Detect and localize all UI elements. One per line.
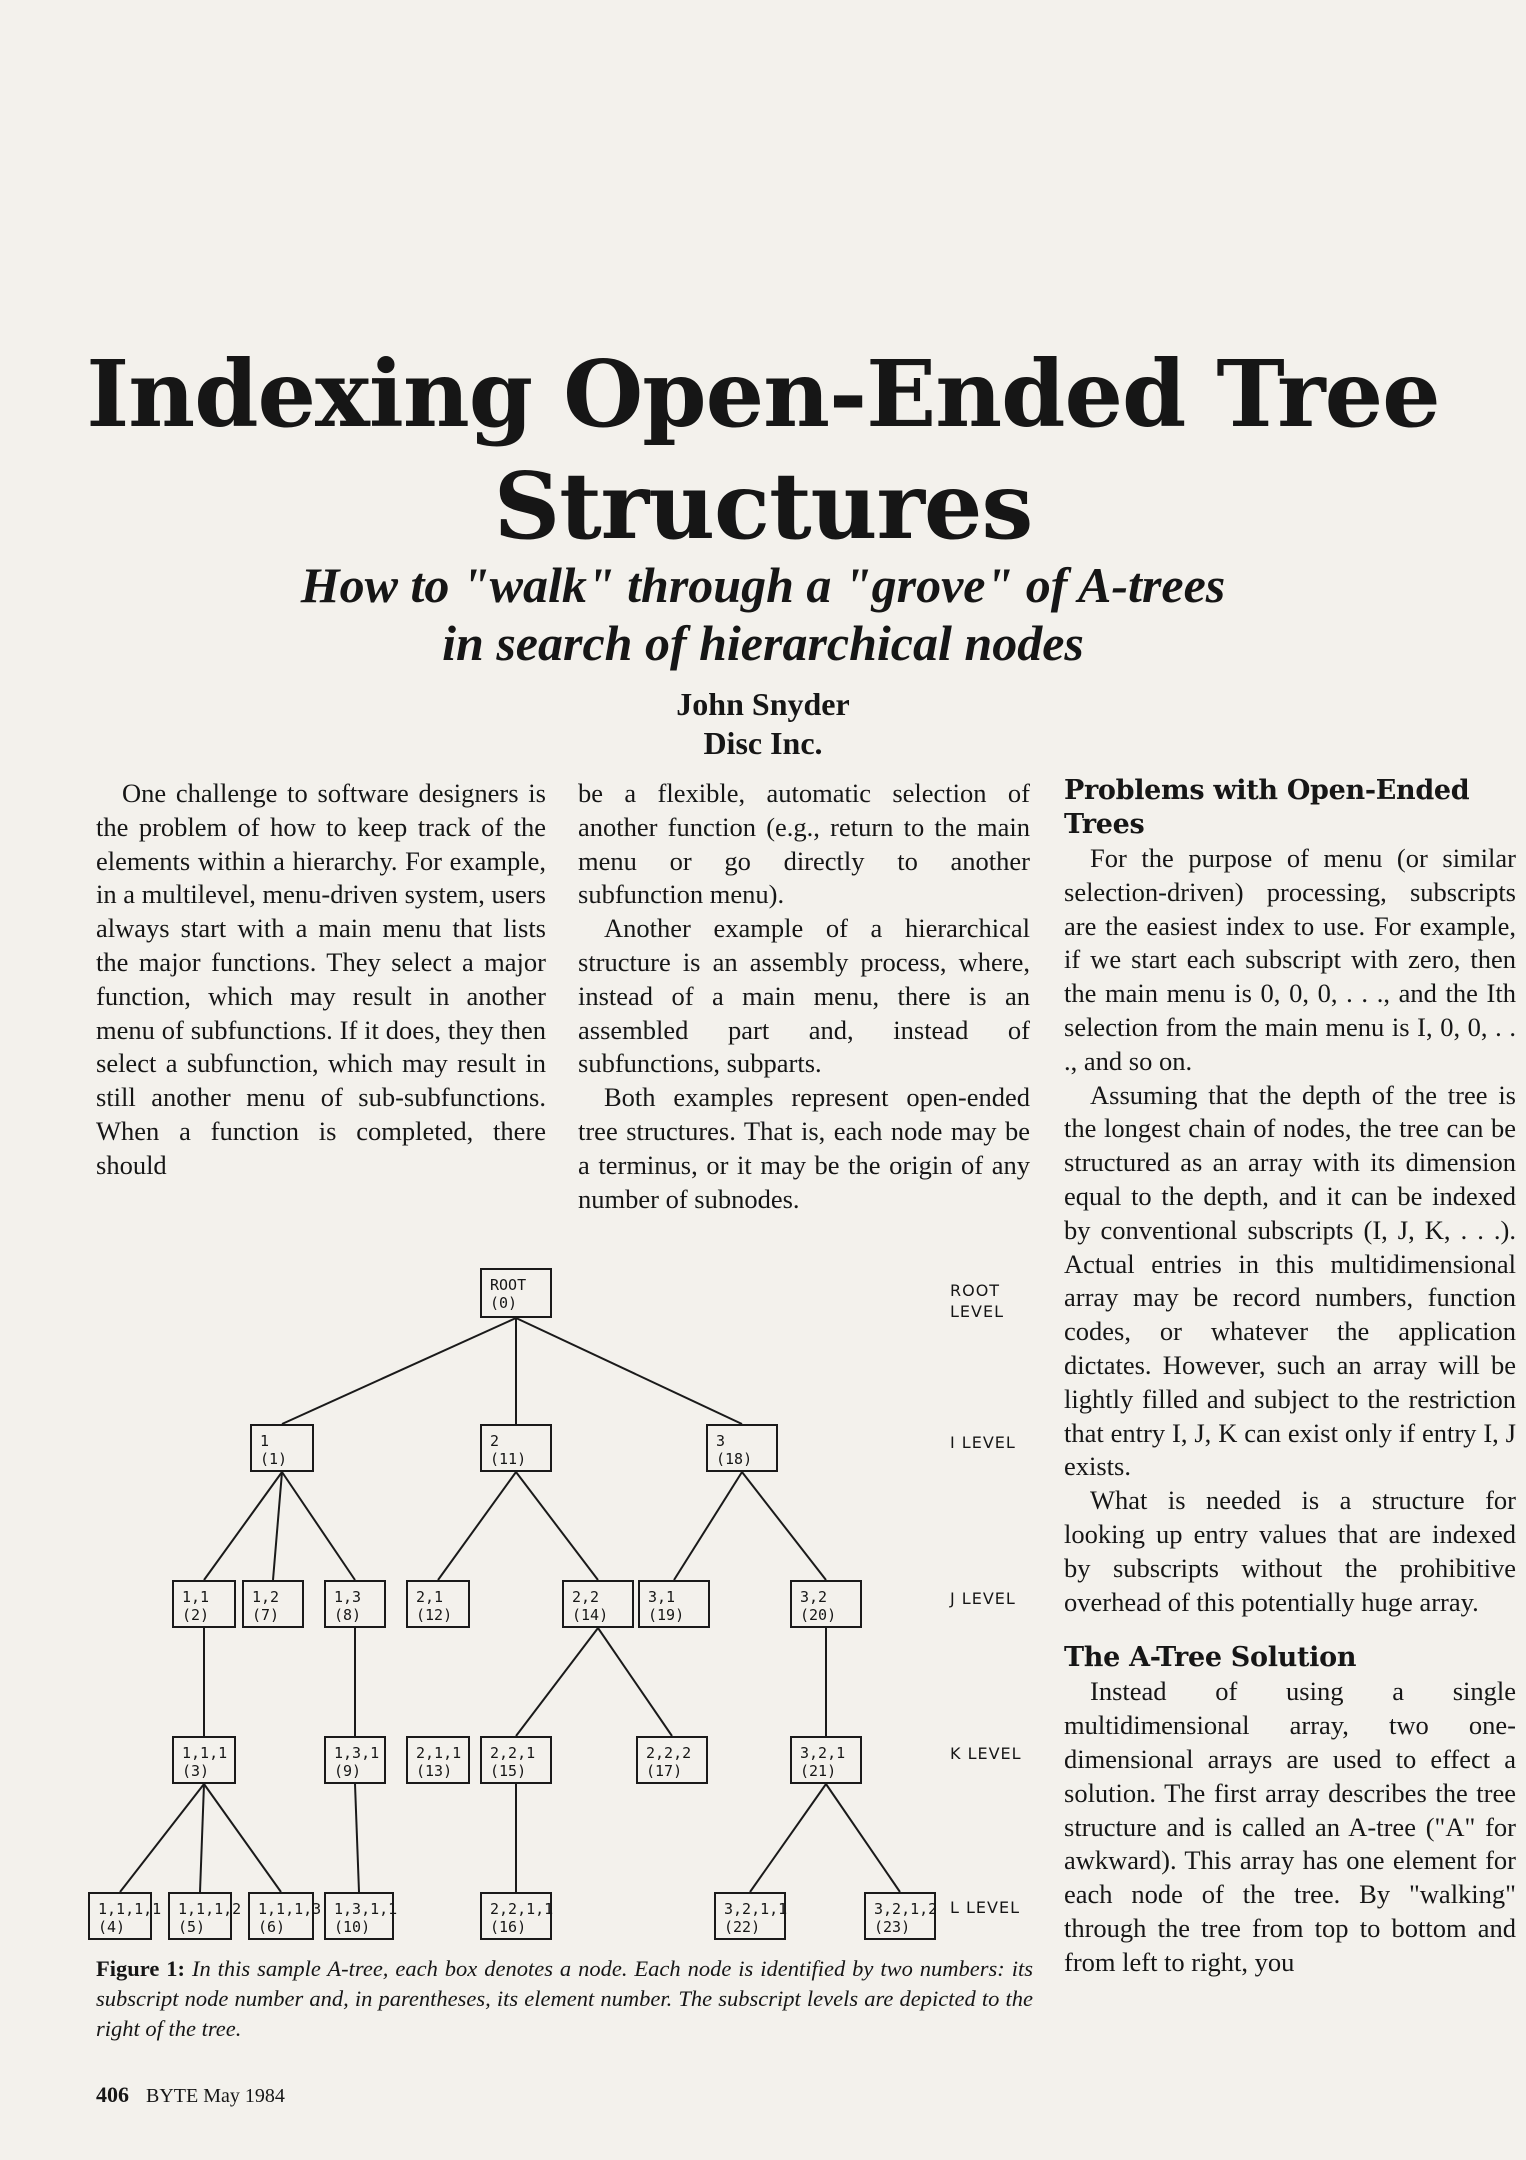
tree-edge (204, 1784, 281, 1892)
node-subscript: 2 (490, 1432, 500, 1450)
i-level-label: I LEVEL (950, 1433, 1016, 1452)
node-element-number: (3) (182, 1762, 210, 1780)
section-heading-problems: Problems with Open-Ended Trees (1064, 775, 1470, 840)
tree-node (636, 1736, 708, 1784)
tree-edge (204, 1472, 282, 1580)
column-2 (578, 777, 1030, 1216)
tree-edge (674, 1472, 742, 1580)
node-element-number: (8) (334, 1606, 362, 1624)
node-element-number: (23) (874, 1918, 911, 1936)
node-element-number: (16) (490, 1918, 527, 1936)
node-element-number: (1) (260, 1450, 288, 1468)
root-level-line-1: ROOT (950, 1281, 1001, 1300)
node-element-number: (7) (252, 1606, 280, 1624)
tree-node (480, 1268, 552, 1318)
page-footer (96, 2082, 285, 2108)
column-3 (1064, 774, 1516, 1980)
node-subscript: 3,2 (800, 1588, 828, 1606)
node-element-number: (6) (258, 1918, 286, 1936)
title-line-1: Indexing Open-Ended Tree (86, 340, 1440, 448)
node-element-number: (18) (716, 1450, 753, 1468)
tree-node (324, 1580, 386, 1628)
tree-node (480, 1424, 552, 1472)
paragraph: Both examples represent open-ended tree structures. That is, each node may be a terminus, or it may be the origin of any number of subnodes. (578, 1082, 1030, 1214)
tree-node (248, 1892, 322, 1940)
tree-node (714, 1892, 786, 1940)
node-element-number: (14) (572, 1606, 609, 1624)
node-element-number: (2) (182, 1606, 210, 1624)
tree-node (324, 1736, 386, 1784)
node-subscript: 2,2,2 (646, 1744, 692, 1762)
node-subscript: 1,3,1,1 (334, 1900, 398, 1918)
l-level-label: L LEVEL (950, 1898, 1020, 1917)
caption-text: In this sample A-tree, each box denotes a node. Each node is identified by two numbers: its subscript node number and, in parentheses, its element number. The subscript levels are depicted to the right of the tree. (96, 1956, 1034, 2041)
tree-edge (516, 1472, 598, 1580)
paragraph: be a flexible, automatic selection of another function (e.g., return to the main menu or go directly to another subfunction menu). (578, 778, 1030, 910)
node-element-number: (20) (800, 1606, 837, 1624)
tree-node (790, 1736, 862, 1784)
node-subscript: 1 (260, 1432, 270, 1450)
tree-edge (742, 1472, 826, 1580)
figure-caption (96, 1954, 1033, 2044)
tree-node (242, 1580, 304, 1628)
tree-edge (200, 1784, 204, 1892)
tree-node (562, 1580, 634, 1628)
tree-node (88, 1892, 162, 1940)
tree-edge (750, 1784, 826, 1892)
node-subscript: 2,2 (572, 1588, 600, 1606)
tree-edge (438, 1472, 516, 1580)
node-element-number: (22) (724, 1918, 761, 1936)
tree-node (638, 1580, 710, 1628)
tree-node (790, 1580, 862, 1628)
node-subscript: 1,1 (182, 1588, 210, 1606)
node-element-number: (21) (800, 1762, 837, 1780)
node-element-number: (4) (98, 1918, 126, 1936)
node-element-number: (15) (490, 1762, 527, 1780)
node-subscript: 3 (716, 1432, 726, 1450)
node-subscript: 2,2,1,1 (490, 1900, 554, 1918)
tree-edge (516, 1628, 598, 1736)
node-subscript: 1,3 (334, 1588, 362, 1606)
node-subscript: ROOT (490, 1276, 527, 1294)
j-level-label: J LEVEL (950, 1589, 1016, 1608)
tree-edge (355, 1784, 359, 1892)
node-subscript: 2,1,1 (416, 1744, 462, 1762)
tree-edge (282, 1318, 516, 1424)
tree-edge (273, 1472, 282, 1580)
tree-edge (598, 1628, 672, 1736)
article-title (0, 338, 1526, 562)
tree-figure (88, 1262, 1038, 1942)
node-element-number: (10) (334, 1918, 371, 1936)
tree-edge (826, 1784, 900, 1892)
tree-node (172, 1580, 236, 1628)
node-subscript: 2,1 (416, 1588, 444, 1606)
section-heading-atree-solution: The A-Tree Solution (1064, 1642, 1357, 1674)
node-subscript: 1,1,1 (182, 1744, 228, 1762)
paragraph: Assuming that the depth of the tree is the longest chain of nodes, the tree can be structured as an array with its dimension equal to the depth, and it can be indexed by conventional subscripts (I, J, K, . . .). Actual entries in this multidimensional array may be record numbers, function codes, or whatever the application dictates. However, such an array will be lightly filled and subject to the restriction that entry I, J, K can exist only if entry I, J exists. (1064, 1079, 1516, 1482)
node-element-number: (11) (490, 1450, 527, 1468)
node-subscript: 3,2,1 (800, 1744, 846, 1762)
node-subscript: 3,1 (648, 1588, 676, 1606)
tree-edge (282, 1472, 355, 1580)
k-level-label: K LEVEL (950, 1744, 1022, 1763)
title-line-2: Structures (493, 452, 1033, 560)
node-subscript: 2,2,1 (490, 1744, 536, 1762)
paragraph: Another example of a hierarchical structure is an assembly process, where, instead of a main menu, there is an assembled part and, instead of subfunctions, subparts. (578, 913, 1030, 1079)
node-element-number: (17) (646, 1762, 683, 1780)
publication-info: BYTE May 1984 (146, 2085, 285, 2107)
paragraph: Instead of using a single multidimensional array, two one-dimensional arrays are used to effect a solution. The first array describes the tree structure and is called an A-tree ("A" for awkward). This array has one element for each node of the tree. By "walking" through the tree from top to bottom and from left to right, you (1064, 1676, 1516, 1977)
root-level-line-2: LEVEL (950, 1302, 1004, 1321)
node-subscript: 1,2 (252, 1588, 280, 1606)
root-level-label (950, 1280, 1004, 1322)
tree-node (406, 1580, 470, 1628)
tree-node (706, 1424, 778, 1472)
subtitle-line-1: How to "walk" through a "grove" of A-trees (300, 557, 1226, 613)
node-element-number: (13) (416, 1762, 453, 1780)
article-subtitle (0, 556, 1526, 672)
node-element-number: (5) (178, 1918, 206, 1936)
paragraph: For the purpose of menu (or similar selection-driven) processing, subscripts are the easiest index to use. For example, if we start each subscript with zero, then the main menu is 0, 0, 0, . . ., and the Ith selection from the main menu is I, 0, 0, . . ., and so on. (1064, 843, 1516, 1076)
column-1 (96, 777, 546, 1183)
author-affiliation: Disc Inc. (703, 725, 823, 761)
node-subscript: 1,3,1 (334, 1744, 380, 1762)
tree-edge (120, 1784, 204, 1892)
tree-node (864, 1892, 936, 1940)
tree-node (172, 1736, 236, 1784)
node-element-number: (12) (416, 1606, 453, 1624)
subtitle-line-2: in search of hierarchical nodes (442, 615, 1084, 671)
author-name: John Snyder (676, 686, 850, 722)
node-subscript: 3,2,1,1 (724, 1900, 788, 1918)
paragraph: One challenge to software designers is the problem of how to keep track of the elements within a hierarchy. For example, in a multilevel, menu-driven system, users always start with a main menu that lists the major functions. They select a major function, which may result in another menu of subfunctions. If it does, they then select a subfunction, which may result in still another menu of sub-subfunctions. When a function is completed, there should (96, 778, 546, 1180)
tree-node (168, 1892, 242, 1940)
tree-node (406, 1736, 470, 1784)
caption-label: Figure 1: (96, 1956, 186, 1981)
byline (0, 685, 1526, 763)
node-element-number: (19) (648, 1606, 685, 1624)
paragraph: What is needed is a structure for looking up entry values that are indexed by subscripts without the prohibitive overhead of this potentially huge array. (1064, 1485, 1516, 1617)
node-element-number: (0) (490, 1294, 518, 1312)
tree-node (250, 1424, 314, 1472)
tree-edge (516, 1318, 742, 1424)
node-element-number: (9) (334, 1762, 362, 1780)
page-number: 406 (96, 2082, 129, 2107)
node-subscript: 1,1,1,2 (178, 1900, 242, 1918)
tree-node (480, 1892, 552, 1940)
tree-node (324, 1892, 398, 1940)
node-subscript: 1,1,1,1 (98, 1900, 162, 1918)
node-subscript: 3,2,1,2 (874, 1900, 938, 1918)
node-subscript: 1,1,1,3 (258, 1900, 322, 1918)
tree-node (480, 1736, 552, 1784)
